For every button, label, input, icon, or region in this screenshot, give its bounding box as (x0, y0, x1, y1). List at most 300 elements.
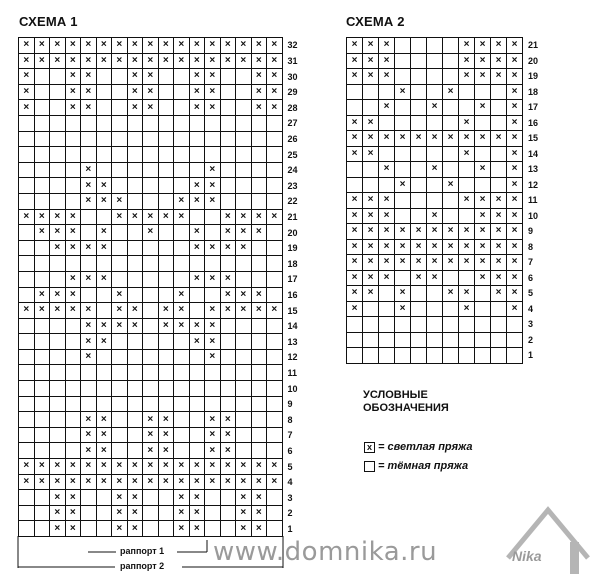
scheme1-cell: × (19, 475, 35, 491)
scheme1-cell: × (267, 100, 283, 116)
scheme1-cell: × (221, 412, 237, 428)
scheme1-cell: × (128, 475, 144, 491)
scheme2-cell: × (475, 193, 491, 209)
scheme1-cell: × (252, 210, 268, 226)
scheme2-cell: × (491, 38, 507, 54)
scheme1-cell: × (205, 428, 221, 444)
scheme1-cell: × (205, 459, 221, 475)
scheme1-cell: × (252, 490, 268, 506)
legend-dark-yarn (364, 460, 468, 472)
scheme2-cell: × (363, 116, 379, 132)
scheme1-cell: × (143, 85, 159, 101)
scheme2-row-number: 14 (528, 148, 539, 159)
scheme1-cell: × (236, 210, 252, 226)
scheme2-cell: × (379, 224, 395, 240)
scheme1-row-number: 18 (287, 258, 298, 269)
scheme2-cell: × (507, 302, 523, 318)
scheme2-cell: × (411, 255, 427, 271)
scheme1-cell: × (190, 490, 206, 506)
scheme2-cell: × (507, 209, 523, 225)
scheme2-cell: × (507, 131, 523, 147)
scheme2-row-number: 19 (528, 71, 539, 82)
scheme2-cell: × (347, 147, 363, 163)
scheme1-cell: × (81, 85, 97, 101)
scheme1-cell: × (81, 350, 97, 366)
scheme2-cell: × (443, 286, 459, 302)
scheme1-cell: × (205, 38, 221, 54)
scheme1-cell: × (66, 288, 82, 304)
scheme1-cell: × (205, 178, 221, 194)
scheme2-cell: × (427, 255, 443, 271)
scheme1-cell: × (190, 521, 206, 537)
scheme2-row-number: 10 (528, 210, 539, 221)
scheme1-cell: × (19, 38, 35, 54)
scheme2-cell: × (443, 178, 459, 194)
scheme1-cell: × (143, 225, 159, 241)
scheme1-cell: × (66, 85, 82, 101)
scheme1-cell: × (128, 210, 144, 226)
scheme1-cell: × (252, 54, 268, 70)
scheme2-cell: × (411, 224, 427, 240)
scheme2-row-number: 4 (528, 303, 534, 314)
scheme1-cell: × (81, 412, 97, 428)
scheme2-cell: × (491, 193, 507, 209)
scheme2-cell: × (507, 224, 523, 240)
scheme1-cell: × (128, 85, 144, 101)
scheme1-row-number: 25 (287, 149, 298, 160)
scheme1-cell: × (143, 443, 159, 459)
scheme1-cell: × (205, 272, 221, 288)
scheme1-cell: × (236, 521, 252, 537)
scheme2-row-number: 18 (528, 86, 539, 97)
scheme2-cell: × (507, 85, 523, 101)
scheme1-cell: × (19, 210, 35, 226)
scheme1-row-number: 23 (287, 180, 298, 191)
scheme2-cell: × (507, 162, 523, 178)
scheme1-row-number: 9 (287, 399, 293, 410)
scheme1-cell: × (50, 490, 66, 506)
scheme1-cell: × (81, 428, 97, 444)
scheme1-cell: × (50, 241, 66, 257)
scheme2-cell: × (395, 286, 411, 302)
scheme2-cell: × (459, 38, 475, 54)
scheme2-cell: × (459, 54, 475, 70)
scheme1-row-number: 26 (287, 133, 298, 144)
scheme1-cell: × (159, 54, 175, 70)
scheme2-row-number: 2 (528, 334, 534, 345)
scheme1-cell: × (174, 459, 190, 475)
scheme1-cell: × (19, 100, 35, 116)
scheme2-cell: × (411, 131, 427, 147)
scheme1-cell: × (205, 412, 221, 428)
scheme2-cell: × (507, 147, 523, 163)
scheme1-row-number: 1 (287, 523, 293, 534)
scheme2-row-number: 1 (528, 350, 534, 361)
scheme1-row-number: 31 (287, 55, 298, 66)
scheme2-cell: × (411, 240, 427, 256)
scheme2-cell: × (347, 54, 363, 70)
scheme1-cell: × (252, 506, 268, 522)
scheme2-row-number: 9 (528, 226, 534, 237)
scheme2-cell: × (347, 116, 363, 132)
scheme1-cell: × (190, 85, 206, 101)
scheme1-cell: × (66, 241, 82, 257)
scheme1-cell: × (97, 194, 113, 210)
scheme1-cell: × (66, 490, 82, 506)
scheme1-cell: × (190, 241, 206, 257)
scheme1-cell: × (236, 490, 252, 506)
scheme1-cell: × (190, 100, 206, 116)
rapport-1-label: раппорт 1 (120, 546, 165, 556)
scheme2-cell: × (427, 209, 443, 225)
scheme1-cell: × (205, 334, 221, 350)
scheme2-cell: × (379, 162, 395, 178)
scheme1-cell: × (143, 412, 159, 428)
scheme2-cell: × (411, 271, 427, 287)
scheme1-cell: × (128, 319, 144, 335)
scheme1-cell: × (174, 303, 190, 319)
scheme1-cell: × (159, 412, 175, 428)
light-yarn-label: = светлая пряжа (378, 441, 473, 453)
scheme1-cell: × (205, 69, 221, 85)
scheme1-cell: × (66, 303, 82, 319)
scheme2-cell: × (363, 147, 379, 163)
scheme1-cell: × (81, 459, 97, 475)
legend-title (363, 389, 449, 415)
dark-yarn-label: = тёмная пряжа (378, 460, 469, 472)
scheme1-cell: × (128, 521, 144, 537)
scheme1-cell: × (35, 475, 51, 491)
scheme1-cell: × (267, 210, 283, 226)
scheme1-cell: × (112, 210, 128, 226)
scheme1-cell: × (50, 521, 66, 537)
scheme1-cell: × (190, 506, 206, 522)
scheme1-cell: × (97, 443, 113, 459)
scheme2-cell: × (363, 38, 379, 54)
scheme1-cell: × (159, 38, 175, 54)
scheme2-cell: × (475, 131, 491, 147)
scheme2-cell: × (507, 69, 523, 85)
scheme2-cell: × (363, 69, 379, 85)
scheme1-cell: × (112, 303, 128, 319)
scheme1-cell: × (66, 210, 82, 226)
scheme1-cell: × (35, 54, 51, 70)
scheme1-cell: × (252, 521, 268, 537)
scheme2-cell: × (491, 131, 507, 147)
scheme1-row-number: 6 (287, 445, 293, 456)
scheme1-cell: × (221, 241, 237, 257)
scheme1-cell: × (267, 38, 283, 54)
scheme2-cell: × (363, 54, 379, 70)
scheme1-cell: × (174, 506, 190, 522)
scheme2-cell: × (475, 255, 491, 271)
scheme1-cell: × (221, 210, 237, 226)
scheme1-cell: × (97, 178, 113, 194)
scheme1-cell: × (128, 459, 144, 475)
scheme2-cell: × (379, 255, 395, 271)
scheme2-cell: × (475, 69, 491, 85)
scheme1-cell: × (159, 303, 175, 319)
scheme1-cell: × (50, 38, 66, 54)
scheme2-cell: × (379, 240, 395, 256)
scheme1-cell: × (81, 241, 97, 257)
scheme1-cell: × (190, 178, 206, 194)
scheme2-cell: × (459, 69, 475, 85)
scheme1-cell: × (81, 272, 97, 288)
scheme1-cell: × (128, 38, 144, 54)
scheme1-row-number: 3 (287, 492, 293, 503)
scheme1-cell: × (252, 69, 268, 85)
scheme2-cell: × (379, 69, 395, 85)
scheme1-cell: × (205, 303, 221, 319)
scheme1-cell: × (267, 475, 283, 491)
scheme1-cell: × (81, 100, 97, 116)
scheme1-cell: × (143, 459, 159, 475)
scheme1-cell: × (236, 241, 252, 257)
scheme1-cell: × (159, 459, 175, 475)
scheme1-cell: × (174, 288, 190, 304)
scheme1-cell: × (205, 350, 221, 366)
scheme1-cell: × (97, 272, 113, 288)
scheme1-row-number: 13 (287, 336, 298, 347)
scheme1-row-number: 19 (287, 243, 298, 254)
scheme1-cell: × (205, 100, 221, 116)
scheme2-cell: × (427, 271, 443, 287)
scheme2-title: СХЕМА 2 (346, 14, 405, 29)
scheme2-row-number: 15 (528, 133, 539, 144)
scheme2-cell: × (443, 240, 459, 256)
scheme1-cell: × (190, 54, 206, 70)
scheme2-cell: × (475, 100, 491, 116)
scheme1-cell: × (252, 459, 268, 475)
scheme1-cell: × (97, 334, 113, 350)
scheme1-row-number: 28 (287, 102, 298, 113)
scheme1-cell: × (50, 303, 66, 319)
scheme1-row-number: 29 (287, 87, 298, 98)
scheme1-row-number: 15 (287, 305, 298, 316)
scheme2-cell: × (347, 302, 363, 318)
scheme1-cell: × (236, 288, 252, 304)
scheme1-cell: × (159, 428, 175, 444)
scheme1-cell: × (81, 163, 97, 179)
scheme2-cell: × (507, 100, 523, 116)
scheme1-cell: × (66, 459, 82, 475)
scheme2-row-number: 21 (528, 40, 539, 51)
legend-title-line2: ОБОЗНАЧЕНИЯ (363, 402, 449, 414)
scheme1-cell: × (190, 459, 206, 475)
scheme2-row-number: 20 (528, 55, 539, 66)
scheme1-cell: × (190, 38, 206, 54)
scheme1-cell: × (66, 521, 82, 537)
scheme2-cell: × (347, 131, 363, 147)
scheme1-cell: × (159, 319, 175, 335)
scheme1-cell: × (50, 210, 66, 226)
scheme2-cell: × (459, 255, 475, 271)
scheme1-cell: × (81, 443, 97, 459)
scheme1-row-number: 2 (287, 508, 293, 519)
scheme2-cell: × (395, 178, 411, 194)
scheme1-cell: × (221, 272, 237, 288)
scheme1-cell: × (267, 69, 283, 85)
scheme2-cell: × (443, 85, 459, 101)
scheme1-cell: × (221, 443, 237, 459)
scheme2-cell: × (491, 271, 507, 287)
scheme1-cell: × (236, 506, 252, 522)
scheme2-row-number: 7 (528, 257, 534, 268)
scheme1-cell: × (128, 100, 144, 116)
scheme2-cell: × (507, 54, 523, 70)
scheme1-cell: × (205, 319, 221, 335)
scheme2-cell: × (379, 54, 395, 70)
scheme1-row-number: 20 (287, 227, 298, 238)
scheme1-cell: × (205, 443, 221, 459)
scheme2-cell: × (347, 255, 363, 271)
scheme1-cell: × (97, 241, 113, 257)
scheme1-cell: × (128, 69, 144, 85)
scheme1-cell: × (112, 319, 128, 335)
scheme1-cell: × (267, 459, 283, 475)
scheme2-cell: × (507, 38, 523, 54)
scheme1-cell: × (236, 303, 252, 319)
scheme1-cell: × (19, 54, 35, 70)
scheme1-row-number: 27 (287, 118, 298, 129)
scheme1-row-number: 16 (287, 289, 298, 300)
scheme2-cell: × (443, 224, 459, 240)
scheme2-cell: × (459, 131, 475, 147)
scheme2-cell: × (347, 224, 363, 240)
scheme2-cell: × (395, 131, 411, 147)
scheme2-cell: × (507, 240, 523, 256)
scheme1-cell: × (221, 38, 237, 54)
scheme1-row-number: 24 (287, 165, 298, 176)
scheme1-row-number: 10 (287, 383, 298, 394)
scheme2-cell: × (363, 224, 379, 240)
scheme1-cell: × (19, 303, 35, 319)
scheme1-cell: × (252, 475, 268, 491)
dark-yarn-symbol (364, 461, 375, 472)
scheme1-cell: × (236, 38, 252, 54)
scheme2-cell: × (395, 224, 411, 240)
scheme1-cell: × (221, 428, 237, 444)
scheme1-cell: × (128, 54, 144, 70)
scheme1-cell: × (81, 334, 97, 350)
scheme2-cell: × (459, 302, 475, 318)
scheme2-row-number: 17 (528, 102, 539, 113)
scheme1-cell: × (97, 428, 113, 444)
scheme1-cell: × (205, 475, 221, 491)
scheme2-row-number: 11 (528, 195, 538, 206)
legend-light-yarn (364, 441, 472, 453)
scheme1-cell: × (112, 459, 128, 475)
scheme2-cell: × (379, 271, 395, 287)
site-watermark: www.domnika.ru (213, 537, 438, 567)
scheme2-cell: × (347, 271, 363, 287)
scheme1-cell: × (236, 225, 252, 241)
scheme1-cell: × (190, 225, 206, 241)
scheme1-cell: × (174, 194, 190, 210)
scheme2-cell: × (395, 255, 411, 271)
scheme2-cell: × (507, 271, 523, 287)
legend-title-line1: УСЛОВНЫЕ (363, 389, 428, 401)
rapport-2-label: раппорт 2 (120, 561, 165, 571)
scheme1-cell: × (35, 38, 51, 54)
scheme2-cell: × (443, 131, 459, 147)
scheme2-cell: × (363, 271, 379, 287)
scheme1-cell: × (81, 54, 97, 70)
scheme1-cell: × (128, 490, 144, 506)
scheme1-cell: × (236, 475, 252, 491)
scheme1-cell: × (35, 303, 51, 319)
scheme2-cell: × (363, 193, 379, 209)
scheme1-cell: × (97, 412, 113, 428)
scheme1-cell: × (143, 54, 159, 70)
scheme1-cell: × (190, 272, 206, 288)
scheme1-cell: × (205, 194, 221, 210)
scheme1-cell: × (143, 210, 159, 226)
scheme1-cell: × (97, 225, 113, 241)
scheme2-cell: × (427, 131, 443, 147)
scheme2-cell: × (427, 100, 443, 116)
scheme2-cell: × (363, 255, 379, 271)
scheme1-cell: × (143, 428, 159, 444)
scheme1-cell: × (267, 85, 283, 101)
scheme2-cell: × (427, 240, 443, 256)
scheme1-cell: × (66, 272, 82, 288)
scheme1-cell: × (50, 506, 66, 522)
scheme1-cell: × (252, 38, 268, 54)
scheme1-cell: × (66, 38, 82, 54)
scheme1-cell: × (112, 194, 128, 210)
scheme2-cell: × (363, 131, 379, 147)
scheme1-cell: × (112, 38, 128, 54)
scheme1-cell: × (97, 38, 113, 54)
scheme2-cell: × (475, 271, 491, 287)
scheme2-row-number: 8 (528, 241, 534, 252)
scheme1-cell: × (190, 319, 206, 335)
scheme2-row-number: 16 (528, 117, 539, 128)
scheme1-cell: × (81, 69, 97, 85)
scheme2-cell: × (491, 240, 507, 256)
scheme1-cell: × (97, 475, 113, 491)
scheme1-row-number: 7 (287, 430, 293, 441)
scheme2-cell: × (459, 224, 475, 240)
scheme2-cell: × (475, 209, 491, 225)
scheme2-cell: × (459, 240, 475, 256)
scheme1-cell: × (50, 288, 66, 304)
scheme1-cell: × (50, 54, 66, 70)
scheme2-cell: × (379, 100, 395, 116)
scheme1-cell: × (221, 475, 237, 491)
scheme2-cell: × (379, 209, 395, 225)
scheme2-row-number: 13 (528, 164, 539, 175)
scheme1-row-number: 8 (287, 414, 293, 425)
scheme1-cell: × (66, 69, 82, 85)
scheme1-cell: × (143, 69, 159, 85)
scheme1-cell: × (35, 210, 51, 226)
scheme2-cell: × (459, 286, 475, 302)
scheme1-cell: × (252, 85, 268, 101)
scheme1-cell: × (267, 54, 283, 70)
scheme1-cell: × (112, 54, 128, 70)
scheme2-cell: × (507, 193, 523, 209)
scheme1-cell: × (267, 303, 283, 319)
scheme1-cell: × (66, 475, 82, 491)
light-yarn-symbol: x (364, 442, 375, 453)
scheme1-cell: × (35, 288, 51, 304)
scheme1-cell: × (81, 38, 97, 54)
scheme1-cell: × (252, 225, 268, 241)
scheme2-cell: × (507, 286, 523, 302)
